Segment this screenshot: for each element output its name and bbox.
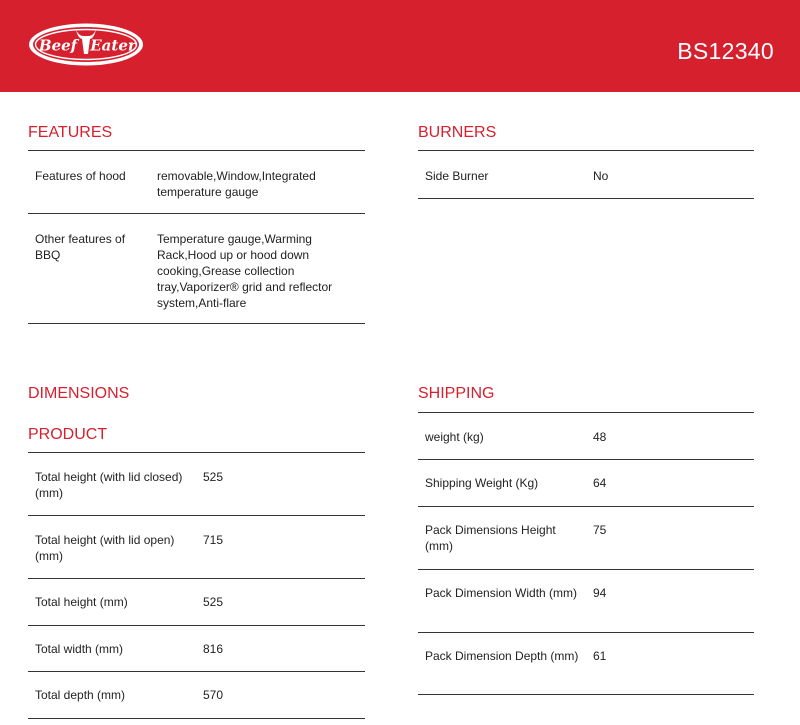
- row-label: Shipping Weight (Kg): [425, 476, 539, 490]
- row-label: Total depth (mm): [35, 688, 126, 702]
- row-value: 715: [203, 533, 224, 547]
- burners-table: [418, 150, 754, 199]
- header-bar: [0, 0, 800, 92]
- product-subheading: PRODUCT: [28, 426, 108, 443]
- features-table: [28, 150, 365, 324]
- table-row: [28, 151, 365, 214]
- row-value: 525: [203, 595, 224, 609]
- shipping-heading: SHIPPING: [418, 385, 495, 402]
- row-label: Pack Dimension Depth (mm): [425, 649, 579, 663]
- dimensions-heading: DIMENSIONS: [28, 385, 130, 402]
- dimensions-table: [28, 452, 365, 719]
- row-value: No: [593, 169, 609, 183]
- table-row: [28, 672, 365, 719]
- table-row: [418, 570, 754, 633]
- table-row: [418, 460, 754, 507]
- table-row: [28, 516, 365, 579]
- row-value: 570: [203, 688, 224, 702]
- model-number: BS12340: [677, 38, 774, 64]
- row-label: Total width (mm): [35, 642, 124, 656]
- row-value: removable,Window,Integrated temperature gauge: [157, 169, 316, 199]
- beefeater-logo[interactable]: [27, 22, 145, 67]
- table-row: [28, 579, 365, 626]
- table-row: [418, 413, 754, 460]
- row-value: 75: [593, 523, 607, 537]
- row-label: Other features of BBQ: [35, 232, 126, 262]
- row-label: Total height (with lid closed) (mm): [35, 470, 183, 500]
- features-heading: FEATURES: [28, 124, 113, 141]
- row-label: Total height (with lid open) (mm): [35, 533, 175, 563]
- row-value: 48: [593, 430, 607, 444]
- row-value: 816: [203, 642, 224, 656]
- shipping-table: [418, 412, 754, 695]
- burners-heading: BURNERS: [418, 124, 497, 141]
- table-row: [28, 453, 365, 516]
- logo-text-left: Beef: [38, 36, 78, 55]
- row-label: Pack Dimensions Height (mm): [425, 523, 556, 553]
- row-value: Temperature gauge,Warming Rack,Hood up or hood down cooking,Grease collection tray,Vaporizer® grid and reflector system,Anti-flare: [157, 232, 333, 310]
- row-label: weight (kg): [425, 430, 484, 444]
- row-label: Side Burner: [425, 169, 489, 183]
- row-value: 64: [593, 476, 607, 490]
- table-row: [28, 626, 365, 672]
- logo-text-right: Eater: [90, 36, 136, 55]
- table-row: [28, 214, 365, 324]
- row-value: 94: [593, 586, 607, 600]
- table-row: [418, 151, 754, 199]
- row-label: Features of hood: [35, 169, 126, 183]
- table-row: [418, 507, 754, 570]
- row-value: 61: [593, 649, 607, 663]
- row-label: Total height (mm): [35, 595, 128, 609]
- row-label: Pack Dimension Width (mm): [425, 586, 578, 600]
- row-value: 525: [203, 470, 224, 484]
- table-row: [418, 633, 754, 695]
